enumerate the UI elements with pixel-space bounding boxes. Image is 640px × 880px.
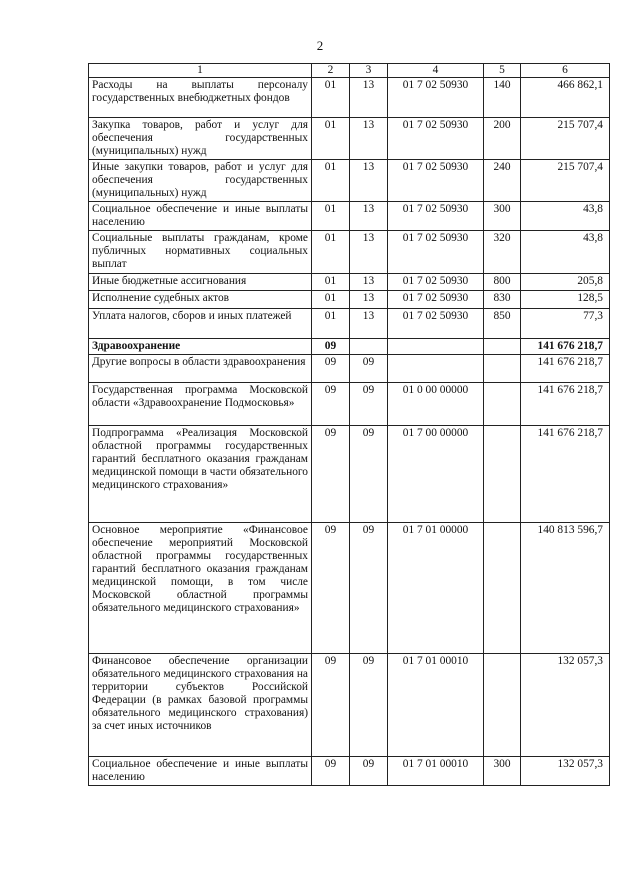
header-cell: 1	[89, 64, 312, 78]
target-article-cell: 01 7 02 50930	[388, 160, 484, 202]
expense-type-cell	[484, 426, 521, 523]
section-code-cell: 09	[312, 355, 350, 383]
amount-cell: 215 707,4	[521, 160, 610, 202]
amount-cell: 466 862,1	[521, 78, 610, 118]
table-row	[89, 523, 610, 654]
amount-cell: 128,5	[521, 291, 610, 309]
target-article-cell: 01 7 02 50930	[388, 78, 484, 118]
target-article-cell	[388, 355, 484, 383]
subsection-code-cell: 09	[350, 523, 388, 654]
header-cell: 6	[521, 64, 610, 78]
section-code-cell: 09	[312, 523, 350, 654]
item-name-cell: Исполнение судебных актов	[89, 291, 312, 309]
expense-type-cell	[484, 654, 521, 757]
subsection-code-cell: 13	[350, 291, 388, 309]
amount-cell: 43,8	[521, 202, 610, 231]
subsection-code-cell: 09	[350, 426, 388, 523]
amount-cell: 43,8	[521, 231, 610, 274]
subsection-code-cell: 13	[350, 231, 388, 274]
item-name-cell: Социальное обеспечение и иные выплаты населению	[89, 202, 312, 231]
expense-type-cell: 300	[484, 202, 521, 231]
target-article-cell: 01 7 01 00010	[388, 757, 484, 786]
page-number: 2	[316, 38, 324, 53]
subsection-code-cell: 09	[350, 654, 388, 757]
amount-cell: 132 057,3	[521, 757, 610, 786]
header-cell: 2	[312, 64, 350, 78]
item-name-cell: Уплата налогов, сборов и иных платежей	[89, 309, 312, 339]
budget-table	[88, 63, 610, 786]
target-article-cell	[388, 339, 484, 355]
table-body	[89, 78, 610, 786]
item-name-cell: Социальные выплаты гражданам, кроме публичных нормативных социальных выплат	[89, 231, 312, 274]
target-article-cell: 01 7 02 50930	[388, 118, 484, 160]
item-name-cell: Подпрограмма «Реализация Московской областной программы государственных гарантий бесплатного оказания гражданам медицинской помощи в части обязательного медицинского страхования»	[89, 426, 312, 523]
section-code-cell: 01	[312, 78, 350, 118]
section-code-cell: 01	[312, 118, 350, 160]
amount-cell: 141 676 218,7	[521, 426, 610, 523]
subsection-code-cell: 13	[350, 202, 388, 231]
subsection-code-cell: 13	[350, 274, 388, 291]
expense-type-cell: 800	[484, 274, 521, 291]
table-row	[89, 160, 610, 202]
item-name-cell: Здравоохранение	[89, 339, 312, 355]
expense-type-cell: 240	[484, 160, 521, 202]
table-row	[89, 383, 610, 426]
item-name-cell: Закупка товаров, работ и услуг для обеспечения государственных (муниципальных) нужд	[89, 118, 312, 160]
item-name-cell: Иные закупки товаров, работ и услуг для обеспечения государственных (муниципальных) нужд	[89, 160, 312, 202]
expense-type-cell	[484, 339, 521, 355]
expense-type-cell	[484, 355, 521, 383]
subsection-code-cell	[350, 339, 388, 355]
expense-type-cell: 320	[484, 231, 521, 274]
table-row	[89, 654, 610, 757]
section-code-cell: 09	[312, 339, 350, 355]
item-name-cell: Финансовое обеспечение организации обязательного медицинского страхования на территории субъектов Российской Федерации (в рамках базовой программы обязательного медицинского страхования) за счет иных источников	[89, 654, 312, 757]
section-code-cell: 09	[312, 426, 350, 523]
header-cell: 3	[350, 64, 388, 78]
section-code-cell: 01	[312, 309, 350, 339]
item-name-cell: Расходы на выплаты персоналу государственных внебюджетных фондов	[89, 78, 312, 118]
expense-type-cell: 830	[484, 291, 521, 309]
subsection-code-cell: 09	[350, 757, 388, 786]
item-name-cell: Иные бюджетные ассигнования	[89, 274, 312, 291]
expense-type-cell: 850	[484, 309, 521, 339]
expense-type-cell	[484, 523, 521, 654]
target-article-cell: 01 0 00 00000	[388, 383, 484, 426]
table-row	[89, 309, 610, 339]
amount-cell: 141 676 218,7	[521, 383, 610, 426]
section-code-cell: 01	[312, 291, 350, 309]
table-row	[89, 274, 610, 291]
item-name-cell: Основное мероприятие «Финансовое обеспечение мероприятий Московской областной программы государственных гарантий бесплатного оказания гражданам медицинской помощи, в том числе Московской областной программы обязательного медицинского страхования»	[89, 523, 312, 654]
item-name-cell: Государственная программа Московской области «Здравоохранение Подмосковья»	[89, 383, 312, 426]
target-article-cell: 01 7 02 50930	[388, 309, 484, 339]
target-article-cell: 01 7 00 00000	[388, 426, 484, 523]
section-code-cell: 01	[312, 231, 350, 274]
amount-cell: 77,3	[521, 309, 610, 339]
expense-type-cell: 140	[484, 78, 521, 118]
subsection-code-cell: 13	[350, 118, 388, 160]
section-code-cell: 09	[312, 383, 350, 426]
table-row	[89, 78, 610, 118]
section-code-cell: 01	[312, 274, 350, 291]
expense-type-cell: 200	[484, 118, 521, 160]
table-row	[89, 426, 610, 523]
section-code-cell: 01	[312, 160, 350, 202]
item-name-cell: Социальное обеспечение и иные выплаты населению	[89, 757, 312, 786]
amount-cell: 205,8	[521, 274, 610, 291]
amount-cell: 141 676 218,7	[521, 355, 610, 383]
subsection-code-cell: 09	[350, 383, 388, 426]
amount-cell: 132 057,3	[521, 654, 610, 757]
target-article-cell: 01 7 02 50930	[388, 291, 484, 309]
table-row	[89, 355, 610, 383]
amount-cell: 141 676 218,7	[521, 339, 610, 355]
amount-cell: 215 707,4	[521, 118, 610, 160]
expense-type-cell: 300	[484, 757, 521, 786]
expense-type-cell	[484, 383, 521, 426]
header-cell: 5	[484, 64, 521, 78]
table-row	[89, 202, 610, 231]
table-row	[89, 118, 610, 160]
table-row	[89, 757, 610, 786]
table-header-row	[89, 64, 610, 78]
section-code-cell: 01	[312, 202, 350, 231]
item-name-cell: Другие вопросы в области здравоохранения	[89, 355, 312, 383]
target-article-cell: 01 7 02 50930	[388, 202, 484, 231]
section-code-cell: 09	[312, 654, 350, 757]
subsection-code-cell: 13	[350, 160, 388, 202]
section-code-cell: 09	[312, 757, 350, 786]
table-row	[89, 291, 610, 309]
target-article-cell: 01 7 01 00010	[388, 654, 484, 757]
header-cell: 4	[388, 64, 484, 78]
target-article-cell: 01 7 02 50930	[388, 231, 484, 274]
table-row	[89, 339, 610, 355]
subsection-code-cell: 09	[350, 355, 388, 383]
target-article-cell: 01 7 02 50930	[388, 274, 484, 291]
subsection-code-cell: 13	[350, 78, 388, 118]
table-row	[89, 231, 610, 274]
subsection-code-cell: 13	[350, 309, 388, 339]
amount-cell: 140 813 596,7	[521, 523, 610, 654]
target-article-cell: 01 7 01 00000	[388, 523, 484, 654]
